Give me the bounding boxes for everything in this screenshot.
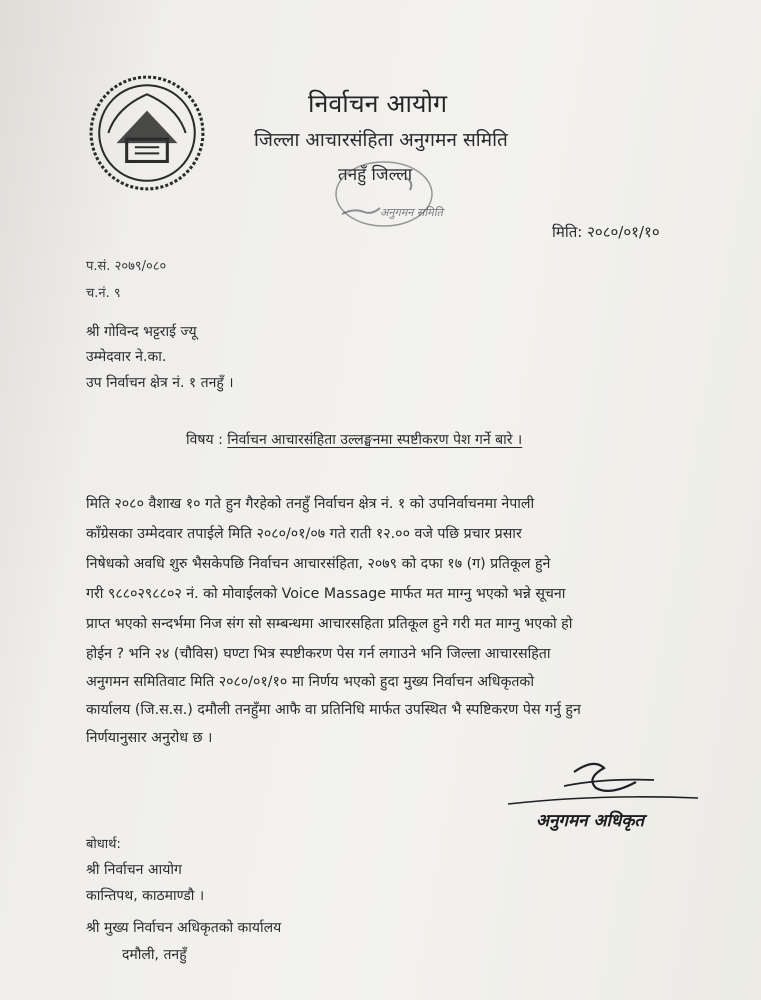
subject-label: विषय :	[186, 432, 223, 448]
committee-name: जिल्ला आचारसंहिता अनुगमन समिति	[254, 129, 508, 151]
body-line: अनुगमन समितिवाट मिति २०८०/०१/१० मा निर्णय भएको हुदा मुख्य निर्वाचन अधिकृतको	[86, 674, 535, 690]
body-line: मिति २०८० वैशाख १० गते हुन गैरहेको तनहुँ निर्वाचन क्षेत्र नं. १ को उपनिर्वाचनमा नेपाली	[86, 496, 535, 512]
round-stamp-icon	[322, 152, 462, 232]
body-line: कार्यालय (जि.स.स.) दमौली तनहुँमा आफै वा प्रतिनिधि मार्फत उपस्थित भै स्पष्टिकरण पेस गर्नु हुन	[86, 702, 581, 718]
recipient-role: उम्मेदवार ने.का.	[86, 349, 167, 365]
cc-line: कान्तिपथ, काठमाण्डौ ।	[86, 888, 205, 904]
body-line: होईन ? भनि २४ (चौविस) घण्टा भित्र स्पष्टीकरण पेस गर्न लगाउने भनि जिल्ला आचारसहिता	[86, 646, 551, 662]
recipient-constituency: उप निर्वाचन क्षेत्र नं. १ तनहुँ ।	[86, 375, 234, 391]
cc-line: श्री मुख्य निर्वाचन अधिकृतको कार्यालय	[86, 920, 282, 936]
signatory-title: अनुगमन अधिकृत	[536, 811, 645, 831]
subject-text: निर्वाचन आचारसंहिता उल्लङ्घनमा स्पष्टीकरण पेश गर्ने बारे ।	[227, 432, 523, 448]
body-line: निषेधको अवधि शुरु भैसकेपछि निर्वाचन आचारसंहिता, २०७९ को दफा १७ (ग) प्रतिकूल हुने	[86, 556, 551, 572]
office-title: निर्वाचन आयोग	[308, 89, 448, 118]
letter-number: प.सं. २०७९/०८०	[86, 259, 167, 274]
cc-line: दमौली, तनहुँ	[122, 947, 187, 963]
nepal-election-emblem-icon	[86, 72, 208, 194]
body-line: गरी ९८८०२९८८०२ नं. को मोवाईलको Voice Massage मार्फत मत माग्नु भएको भन्ने सूचना	[86, 586, 566, 602]
letter-date: मिति: २०८०/०१/१०	[552, 223, 660, 241]
district-name: तनहुँ जिल्ला	[338, 165, 413, 185]
recipient-name: श्री गोविन्द भट्टराई ज्यू	[86, 324, 197, 340]
body-line: काँग्रेसका उम्मेदवार तपाईले मिति २०८०/०१/०७ गते राती १२.०० वजे पछि प्रचार प्रसार	[86, 526, 522, 542]
body-line: निर्णयानुसार अनुरोध छ ।	[86, 730, 213, 746]
cc-label: बोधार्थ:	[86, 837, 121, 852]
subject-line	[186, 430, 522, 449]
body-line: प्राप्त भएको सन्दर्भमा निज संग सो सम्बन्धमा आचारसहिता प्रतिकूल हुने गरी मत माग्नु भएको हो	[86, 616, 573, 632]
dispatch-number: च.नं. ९	[86, 286, 121, 301]
stamp-text: अनुगमन समिति	[380, 206, 443, 219]
cc-line: श्री निर्वाचन आयोग	[86, 862, 182, 878]
